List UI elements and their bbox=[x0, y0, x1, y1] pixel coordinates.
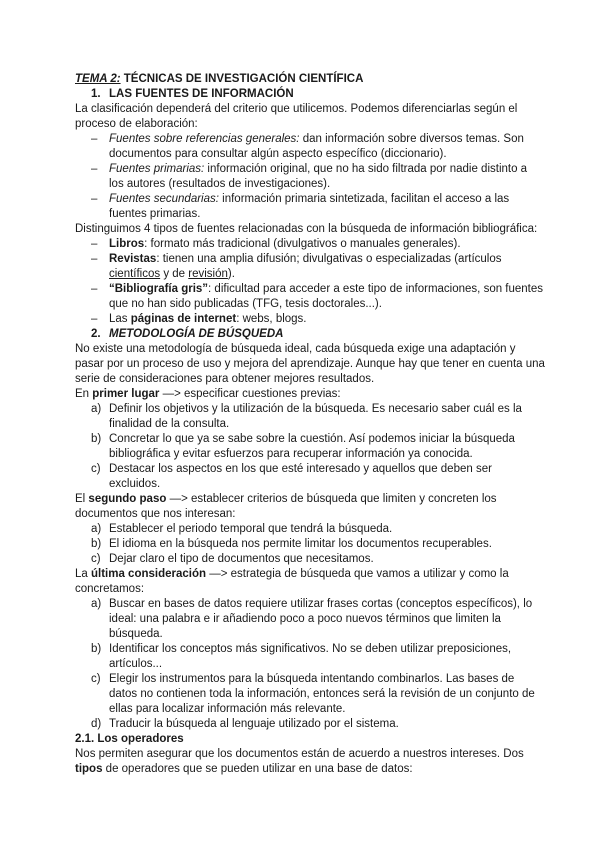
list2-revistas: Revistas: tienen una amplia difusión; divulgativas o especializadas (artículos bbox=[109, 253, 502, 265]
p3-line1: No existe una metodología de búsqueda ideal, cada búsqueda exige una adaptación y bbox=[75, 343, 516, 355]
list1-item: Fuentes primarias: información original, que no ha sido filtrada por nadie distinto a bbox=[109, 163, 528, 175]
list5-item-l2: datos no contienen toda la información, entonces será la revisión de un conjunto de bbox=[109, 688, 535, 700]
sec21-heading: 2.1. Los operadores bbox=[75, 733, 184, 745]
p1-line2: proceso de elaboración: bbox=[75, 118, 198, 130]
list-marker: d) bbox=[91, 718, 102, 730]
p2: Distinguimos 4 tipos de fuentes relacionadas con la búsqueda de información bibliográfica: bbox=[75, 223, 538, 235]
list5-item-l2: ideal: una palabra e ir añadiendo poco a poco nuevos términos que limiten la bbox=[109, 613, 501, 625]
sec2-heading: METODOLOGÍA DE BÚSQUEDA bbox=[109, 328, 284, 340]
sec1-number: 1. bbox=[91, 88, 101, 100]
dash-marker: – bbox=[91, 238, 98, 250]
list3-item-l2: finalidad de la consulta. bbox=[109, 418, 230, 430]
list2-libros: Libros: formato más tradicional (divulgativos o manuales generales). bbox=[109, 238, 461, 250]
list2-gris: “Bibliografía gris”: dificultad para acceder a este tipo de informaciones, son fuentes bbox=[109, 283, 544, 295]
ultima-consideracion: La última consideración —> estrategia de búsqueda que vamos a utilizar y como la bbox=[75, 568, 509, 580]
list4-item: Dejar claro el tipo de documentos que necesitamos. bbox=[109, 553, 374, 565]
tema-label: TEMA 2: bbox=[75, 73, 121, 85]
list1-item-cont: fuentes primarias. bbox=[109, 208, 201, 220]
list3-item-l2: bibliográfica y evitar esfuerzos para recuperar información ya conocida. bbox=[109, 448, 473, 460]
list3-item-l1: Destacar los aspectos en los que esté interesado y aquellos que deben ser bbox=[109, 463, 492, 475]
list5-item-l1: Elegir los instrumentos para la búsqueda intentando combinarlos. Las bases de bbox=[109, 673, 515, 685]
list1-item: Fuentes sobre referencias generales: dan información sobre diversos temas. Son bbox=[109, 133, 524, 145]
list5-item-l1: Traducir la búsqueda al lenguaje utilizado por el sistema. bbox=[109, 718, 399, 730]
list-marker: c) bbox=[91, 553, 101, 565]
list3-item-l1: Concretar lo que ya se sabe sobre la cuestión. Así podemos iniciar la búsqueda bbox=[109, 433, 515, 445]
list-marker: a) bbox=[91, 598, 102, 610]
list4-item: El idioma en la búsqueda nos permite limitar los documentos recuperables. bbox=[109, 538, 492, 550]
sec1-heading: LAS FUENTES DE INFORMACIÓN bbox=[109, 88, 294, 100]
dash-marker: – bbox=[91, 283, 98, 295]
p1-line1: La clasificación dependerá del criterio que utilicemos. Podemos diferenciarlas según el bbox=[75, 103, 518, 115]
list-marker: a) bbox=[91, 523, 102, 535]
sec2-number: 2. bbox=[91, 328, 101, 340]
segundo-paso: El segundo paso —> establecer criterios de búsqueda que limiten y concreten los bbox=[75, 493, 497, 505]
list5-item-l1: Identificar los conceptos más significativos. No se deben utilizar preposiciones, bbox=[109, 643, 512, 655]
list5-item-l2: artículos... bbox=[109, 658, 163, 670]
list5-item-l1: Buscar en bases de datos requiere utilizar frases cortas (conceptos específicos), lo bbox=[109, 598, 533, 610]
title-text: TÉCNICAS DE INVESTIGACIÓN CIENTÍFICA bbox=[123, 73, 364, 85]
segundo-paso-cont: documentos que nos interesan: bbox=[75, 508, 236, 520]
list-marker: c) bbox=[91, 463, 101, 475]
dash-marker: – bbox=[91, 163, 98, 175]
dash-marker: – bbox=[91, 193, 98, 205]
list3-item-l2: excluidos. bbox=[109, 478, 161, 490]
list5-item-l3: búsqueda. bbox=[109, 628, 163, 640]
dash-marker: – bbox=[91, 313, 98, 325]
list3-item-l1: Definir los objetivos y la utilización de la búsqueda. Es necesario saber cuál es la bbox=[109, 403, 522, 415]
list-marker: b) bbox=[91, 643, 102, 655]
list5-item-l3: ellas para localizar información más relevante. bbox=[109, 703, 346, 715]
ultima-consideracion-cont: concretamos: bbox=[75, 583, 145, 595]
p3-line3: serie de consideraciones para obtener mejores resultados. bbox=[75, 373, 375, 385]
list2-gris-cont: que no han sido publicadas (TFG, tesis doctorales...). bbox=[109, 298, 382, 310]
list-marker: b) bbox=[91, 433, 102, 445]
primer-lugar: En primer lugar —> especificar cuestiones previas: bbox=[75, 388, 341, 400]
title-line bbox=[75, 72, 363, 87]
list1-item: Fuentes secundarias: información primaria sintetizada, facilitan el acceso a las bbox=[109, 193, 510, 205]
list1-item-cont: documentos para consultar algún aspecto específico (diccionario). bbox=[109, 148, 447, 160]
list1-item-cont: los autores (resultados de investigaciones). bbox=[109, 178, 331, 190]
list2-revistas-cont: científicos y de revisión). bbox=[109, 268, 235, 280]
list4-item: Establecer el periodo temporal que tendrá la búsqueda. bbox=[109, 523, 393, 535]
dash-marker: – bbox=[91, 133, 98, 145]
dash-marker: – bbox=[91, 253, 98, 265]
list-marker: a) bbox=[91, 403, 102, 415]
p4-line1: Nos permiten asegurar que los documentos están de acuerdo a nuestros intereses. Dos bbox=[75, 748, 524, 760]
p4-line2: tipos de operadores que se pueden utilizar en una base de datos: bbox=[75, 763, 413, 775]
list-marker: c) bbox=[91, 673, 101, 685]
p3-line2: pasar por un proceso de uso y mejora del aprendizaje. Aunque hay que tener en cuenta una bbox=[75, 358, 545, 370]
list-marker: b) bbox=[91, 538, 102, 550]
list2-internet: Las páginas de internet: webs, blogs. bbox=[109, 313, 307, 325]
